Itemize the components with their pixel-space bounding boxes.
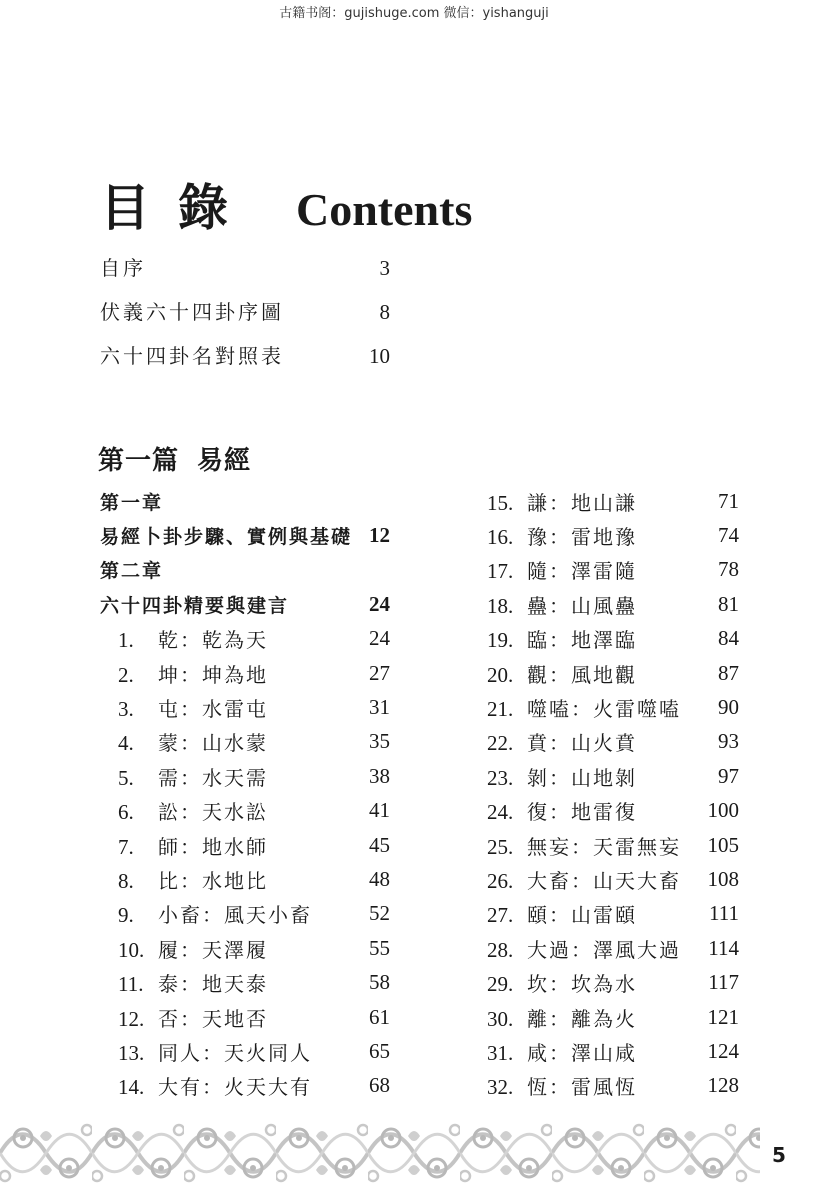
toc-entry-label [100,522,352,549]
toc-entry-label [100,488,163,515]
toc-entry-label [487,762,637,791]
toc-entry-title: 屯：水雷屯 [158,697,268,722]
toc-entry-page: 111 [709,901,739,926]
toc-entry[interactable] [469,587,739,621]
toc-entry[interactable] [469,553,739,587]
toc-entry-number: 28. [487,937,514,962]
toc-entry-label [487,727,637,756]
toc-entry-page: 12 [369,523,390,548]
toc-entry-number: 29. [487,972,514,997]
toc-entry-label [487,899,637,928]
title-english: Contents [296,184,473,235]
toc-entry-page: 31 [369,695,390,720]
toc-entry[interactable] [469,656,739,690]
toc-entry[interactable] [100,965,390,999]
toc-entry-page: 74 [718,523,739,548]
toc-entry-label [118,831,268,860]
toc-entry[interactable] [100,1000,390,1034]
toc-entry-label [487,1071,637,1100]
toc-entry[interactable] [100,794,390,828]
toc-entry-title: 比：水地比 [158,868,268,893]
toc-entry-label [487,693,681,722]
toc-entry-title: 賁：山火賁 [527,731,637,756]
toc-column-left [100,484,390,1103]
toc-entry-number: 2. [118,662,134,687]
toc-entry-title: 乾：乾為天 [158,628,268,653]
toc-entry-number: 16. [487,525,514,550]
toc-entry[interactable] [469,1069,739,1103]
toc-entry-label [487,968,637,997]
toc-entry-page: 41 [369,798,390,823]
toc-entry-number: 4. [118,731,134,756]
toc-entry-label [487,796,637,825]
toc-entry-label [118,727,268,756]
toc-entry-page: 27 [369,660,390,685]
toc-entry-label [487,831,681,860]
part-label: 第一篇 [98,446,180,476]
toc-entry-page: 97 [718,763,739,788]
toc-entry[interactable] [469,518,739,552]
toc-entry-page: 68 [369,1073,390,1098]
part-heading [98,440,269,477]
toc-entry-label [118,624,268,653]
toc-entry[interactable] [100,690,390,724]
toc-entry-number: 32. [487,1075,514,1100]
toc-entry-title: 第二章 [100,560,164,583]
toc-entry-number: 20. [487,662,514,687]
toc-entry-title: 泰：地天泰 [158,972,268,997]
toc-entry-number: 9. [118,903,134,928]
toc-entry-title: 履：天澤履 [158,937,268,962]
toc-entry-page: 24 [369,626,390,651]
toc-entry-number: 24. [487,800,514,825]
toc-entry[interactable] [469,725,739,759]
toc-entry[interactable] [469,1034,739,1068]
toc-entry-label [487,590,637,619]
toc-entry-page: 65 [369,1038,390,1063]
toc-chapter-entry[interactable] [100,518,390,552]
toc-entry[interactable] [100,340,390,384]
toc-entry-number: 12. [118,1006,145,1031]
toc-column-right [469,484,739,1103]
toc-entry[interactable] [469,828,739,862]
toc-entry-number: 1. [118,628,134,653]
toc-entry[interactable] [100,1034,390,1068]
toc-entry-label [487,1037,637,1066]
toc-entry-number: 8. [118,868,134,893]
toc-entry-title: 自序 [100,256,146,280]
toc-entry[interactable] [100,725,390,759]
toc-entry-title: 易經卜卦步驟、實例與基礎 [100,526,353,549]
toc-entry-page: 61 [369,1004,390,1029]
toc-entry-number: 11. [118,972,144,997]
toc-entry[interactable] [100,931,390,965]
toc-entry-number: 5. [118,765,134,790]
toc-entry-page: 24 [369,591,390,616]
toc-entry-page: 3 [379,256,390,280]
toc-entry[interactable] [469,862,739,896]
toc-entry-title: 觀：風地觀 [527,662,637,687]
toc-entry-label [487,1003,637,1032]
toc-entry-page: 90 [718,695,739,720]
toc-entry-title: 需：水天需 [158,765,268,790]
toc-entry-title: 恆：雷風恆 [527,1075,637,1100]
toc-entry-label [487,659,637,688]
toc-chapter-entry[interactable] [100,553,390,587]
toc-entry-title: 訟：天水訟 [158,800,268,825]
toc-entry[interactable] [469,794,739,828]
toc-entry-page: 35 [369,729,390,754]
toc-entry-page: 78 [718,557,739,582]
toc-entry-title: 頤：山雷頤 [527,903,637,928]
toc-entry-label [118,1071,312,1100]
toc-entry-number: 22. [487,731,514,756]
toc-entry-page: 52 [369,901,390,926]
toc-entry-label [118,659,268,688]
toc-entry-title: 無妄：天雷無妄 [527,834,681,859]
toc-entry-number: 26. [487,868,514,893]
toc-entry[interactable] [100,897,390,931]
page-number: 5 [772,1143,786,1167]
toc-entry-title: 六十四卦名對照表 [100,344,284,368]
toc-entry-title: 師：地水師 [158,834,268,859]
toc-entry-number: 3. [118,697,134,722]
toc-entry[interactable] [469,931,739,965]
title-chinese: 目錄 [100,179,256,237]
toc-entry-number: 15. [487,490,514,515]
toc-entry-title: 第一章 [100,491,164,514]
toc-entry[interactable] [469,690,739,724]
toc-entry-page: 10 [369,344,390,368]
toc-entry-number: 21. [487,697,514,722]
toc-entry-number: 14. [118,1075,145,1100]
toc-entry-page: 87 [718,660,739,685]
toc-entry-page: 84 [718,626,739,651]
toc-entry-title: 蠱：山風蠱 [527,593,637,618]
toc-entry-number: 27. [487,903,514,928]
floral-border [0,1118,828,1188]
toc-entry-label [118,1003,268,1032]
toc-entry-label [487,487,637,516]
toc-entry-title: 坤：坤為地 [158,662,268,687]
toc-entry-page: 48 [369,866,390,891]
toc-entry[interactable] [100,252,390,296]
toc-entry[interactable] [469,1000,739,1034]
toc-entry-title: 同人：天火同人 [158,1040,312,1065]
toc-entry-title: 蒙：山水蒙 [158,731,268,756]
toc-entry[interactable] [100,622,390,656]
toc-entry-number: 25. [487,834,514,859]
toc-entry-page: 124 [707,1038,739,1063]
toc-entry[interactable] [100,759,390,793]
toc-chapter-entry[interactable] [100,587,390,621]
toc-entry-page: 117 [708,970,739,995]
toc-entry-title: 豫：雷地豫 [527,525,637,550]
toc-entry-label [487,521,637,550]
toc-entry-title: 否：天地否 [158,1006,268,1031]
toc-entry-label [487,555,637,584]
toc-entry[interactable] [100,1069,390,1103]
toc-entry-title: 坎：坎為水 [527,972,637,997]
toc-entry[interactable] [100,296,390,340]
toc-entry[interactable] [469,484,739,518]
toc-entry-page: 58 [369,970,390,995]
page-title [100,168,472,240]
toc-entry-label [118,1037,312,1066]
toc-entry[interactable] [469,965,739,999]
toc-entry-title: 噬嗑：火雷噬嗑 [527,697,681,722]
toc-entry-title: 小畜：風天小畜 [158,903,312,928]
toc-entry-number: 19. [487,628,514,653]
toc-entry-label [118,762,268,791]
toc-entry-number: 6. [118,800,134,825]
toc-entry-label [118,693,268,722]
toc-entry-title: 臨：地澤臨 [527,628,637,653]
toc-entry-label [118,796,268,825]
toc-entry-title: 伏義六十四卦序圖 [100,300,284,324]
toc-entry-title: 復：地雷復 [527,800,637,825]
toc-entry-page: 81 [718,591,739,616]
toc-entry-title: 離：離為火 [527,1006,637,1031]
part-name: 易經 [197,446,252,476]
toc-entry-label [118,934,268,963]
toc-entry[interactable] [469,622,739,656]
toc-entry-page: 100 [707,798,739,823]
toc-chapter-entry[interactable] [100,484,390,518]
front-matter-list [100,252,390,384]
toc-entry-page: 45 [369,832,390,857]
toc-entry-label [118,968,268,997]
toc-entry-page: 128 [707,1073,739,1098]
toc-entry-title: 大過：澤風大過 [527,937,681,962]
toc-entry-label [118,865,268,894]
toc-entry-number: 7. [118,834,134,859]
toc-entry-number: 30. [487,1006,514,1031]
toc-entry-page: 55 [369,935,390,960]
toc-entry[interactable] [100,862,390,896]
toc-entry-page: 114 [708,935,739,960]
toc-entry-number: 17. [487,559,514,584]
toc-entry-label [100,591,289,618]
toc-entry-label [487,865,681,894]
toc-entry-title: 大有：火天大有 [158,1075,312,1100]
toc-entry-page: 108 [707,866,739,891]
toc-entry[interactable] [100,828,390,862]
toc-entry-title: 謙：地山謙 [527,490,637,515]
toc-entry-page: 105 [707,832,739,857]
toc-entry-page: 8 [379,300,390,324]
toc-entry-number: 23. [487,765,514,790]
toc-entry-number: 31. [487,1040,514,1065]
toc-entry-label [487,624,637,653]
toc-entry[interactable] [100,656,390,690]
toc-entry-number: 10. [118,937,145,962]
toc-entry-number: 13. [118,1040,145,1065]
toc-entry-page: 71 [718,488,739,513]
toc-entry-label [118,899,312,928]
toc-entry-title: 隨：澤雷隨 [527,559,637,584]
toc-entry-title: 咸：澤山咸 [527,1040,637,1065]
toc-entry[interactable] [469,759,739,793]
toc-entry-label [487,934,681,963]
toc-entry-title: 六十四卦精要與建言 [100,594,290,617]
toc-entry-label [100,556,163,583]
toc-entry[interactable] [469,897,739,931]
watermark: 古籍书阁：gujishuge.com 微信：yishanguji [279,6,549,21]
toc-entry-title: 剝：山地剝 [527,765,637,790]
toc-entry-page: 121 [707,1004,739,1029]
toc-entry-title: 大畜：山天大畜 [527,868,681,893]
toc-entry-page: 38 [369,763,390,788]
toc-entry-page: 93 [718,729,739,754]
toc-entry-number: 18. [487,593,514,618]
